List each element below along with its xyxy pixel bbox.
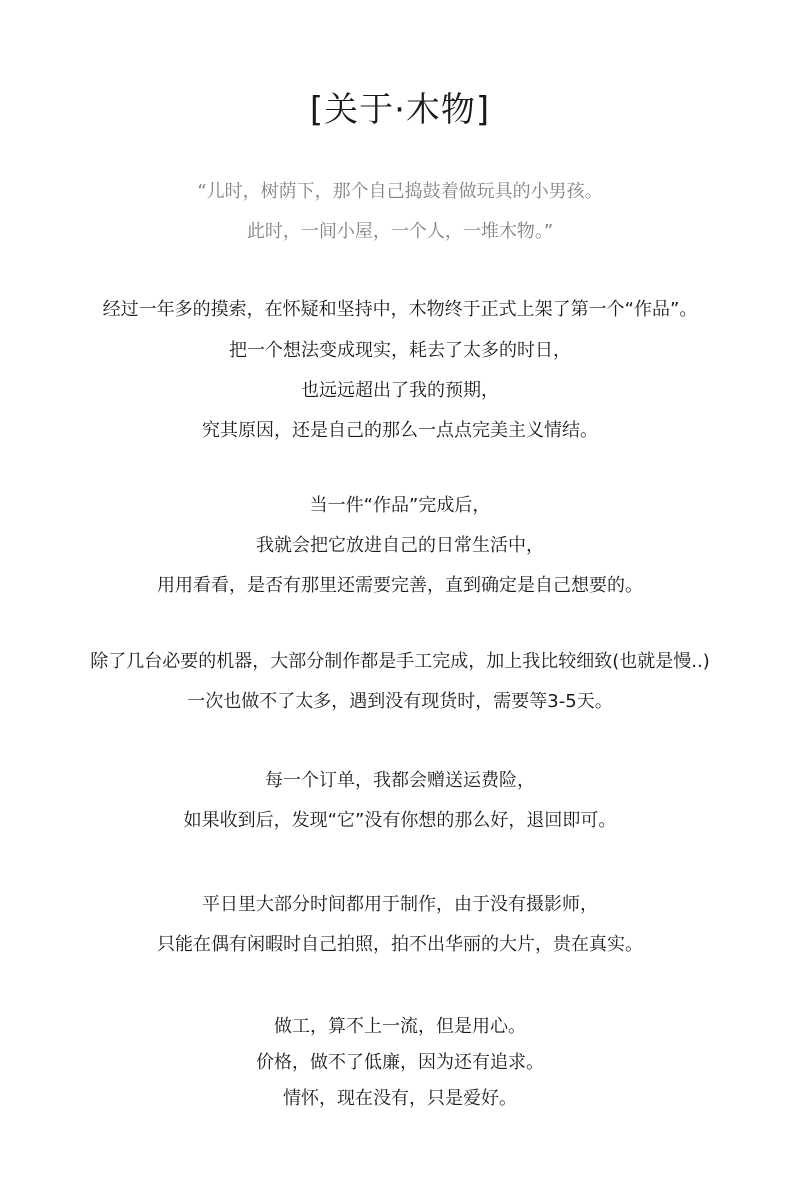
quote-line: “儿时，树荫下，那个自己捣鼓着做玩具的小男孩。 [197, 181, 603, 202]
text-line: 做工，算不上一流，但是用心。 [274, 1016, 526, 1037]
text-line: 情怀，现在没有，只是爱好。 [283, 1088, 517, 1109]
page-title: [关于·木物] [309, 90, 491, 130]
text-line: 除了几台必要的机器，大部分制作都是手工完成，加上我比较细致(也就是慢..) [90, 651, 710, 672]
text-line: 当一件“作品”完成后， [309, 495, 491, 516]
text-line: 也远远超出了我的预期， [301, 380, 499, 401]
text-line: 价格，做不了低廉，因为还有追求。 [256, 1052, 544, 1073]
text-line: 每一个订单，我都会赠送运费险， [265, 770, 535, 791]
text-line: 如果收到后，发现“它”没有你想的那么好，退回即可。 [183, 810, 617, 831]
text-line: 只能在偶有闲暇时自己拍照，拍不出华丽的大片，贵在真实。 [157, 934, 643, 955]
text-line: 究其原因，还是自己的那么一点点完美主义情结。 [202, 420, 598, 441]
text-line: 平日里大部分时间都用于制作，由于没有摄影师， [202, 894, 598, 915]
text-line: 把一个想法变成现实，耗去了太多的时日， [229, 340, 571, 361]
text-line: 用用看看，是否有那里还需要完善，直到确定是自己想要的。 [157, 575, 643, 596]
text-line: 我就会把它放进自己的日常生活中， [256, 535, 544, 556]
text-line: 经过一年多的摸索，在怀疑和坚持中，木物终于正式上架了第一个“作品”。 [102, 299, 698, 320]
quote-line: 此时，一间小屋，一个人，一堆木物。” [246, 221, 554, 242]
text-line: 一次也做不了太多，遇到没有现货时，需要等3-5天。 [187, 691, 613, 712]
